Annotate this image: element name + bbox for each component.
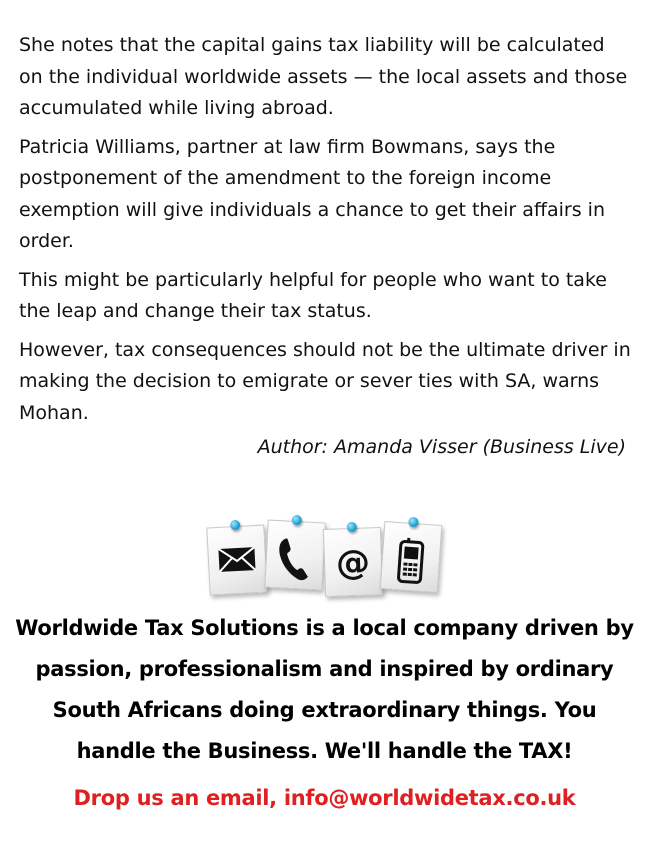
article-paragraph: She notes that the capital gains tax liability will be calculated on the individual worldwide assets — the local assets and those accumulated while living abroad.: [19, 34, 628, 119]
company-promo-text: Worldwide Tax Solutions is a local company driven by passion, professionalism and inspired by ordinary South Africans doing extraordinary things. You handle the Business. We'll handle the TAX!: [15, 616, 634, 763]
envelope-note: [206, 525, 267, 596]
at-sign-icon: [332, 542, 373, 583]
contact-icons-graphic: [206, 516, 446, 600]
article-paragraph: However, tax consequences should not be the ultimate driver in making the decision to emigrate or sever ties with SA, warns Mohan.: [19, 338, 631, 424]
email-call-to-action[interactable]: Drop us an email, info@worldwidetax.co.uk: [73, 786, 576, 810]
at-sign-note: [323, 527, 383, 597]
pin-icon: [292, 515, 303, 526]
phone-icon: [274, 535, 316, 583]
pin-icon: [230, 520, 241, 531]
mobile-phone-note: [380, 521, 443, 593]
envelope-icon: [216, 540, 258, 578]
article-body: [19, 30, 631, 436]
article-author: Author: Amanda Visser (Business Live): [257, 436, 626, 458]
pin-icon: [347, 522, 357, 532]
mobile-phone-icon: [389, 537, 432, 588]
svg-text:@: @: [335, 542, 371, 584]
pin-icon: [408, 517, 419, 528]
phone-note: [264, 520, 325, 591]
article-paragraph: This might be particularly helpful for people who want to take the leap and change their tax status.: [19, 268, 607, 322]
article-paragraph: Patricia Williams, partner at law firm Bowmans, says the postponement of the amendment to the foreign income exemption will give individuals a chance to get their affairs in order.: [19, 135, 606, 252]
